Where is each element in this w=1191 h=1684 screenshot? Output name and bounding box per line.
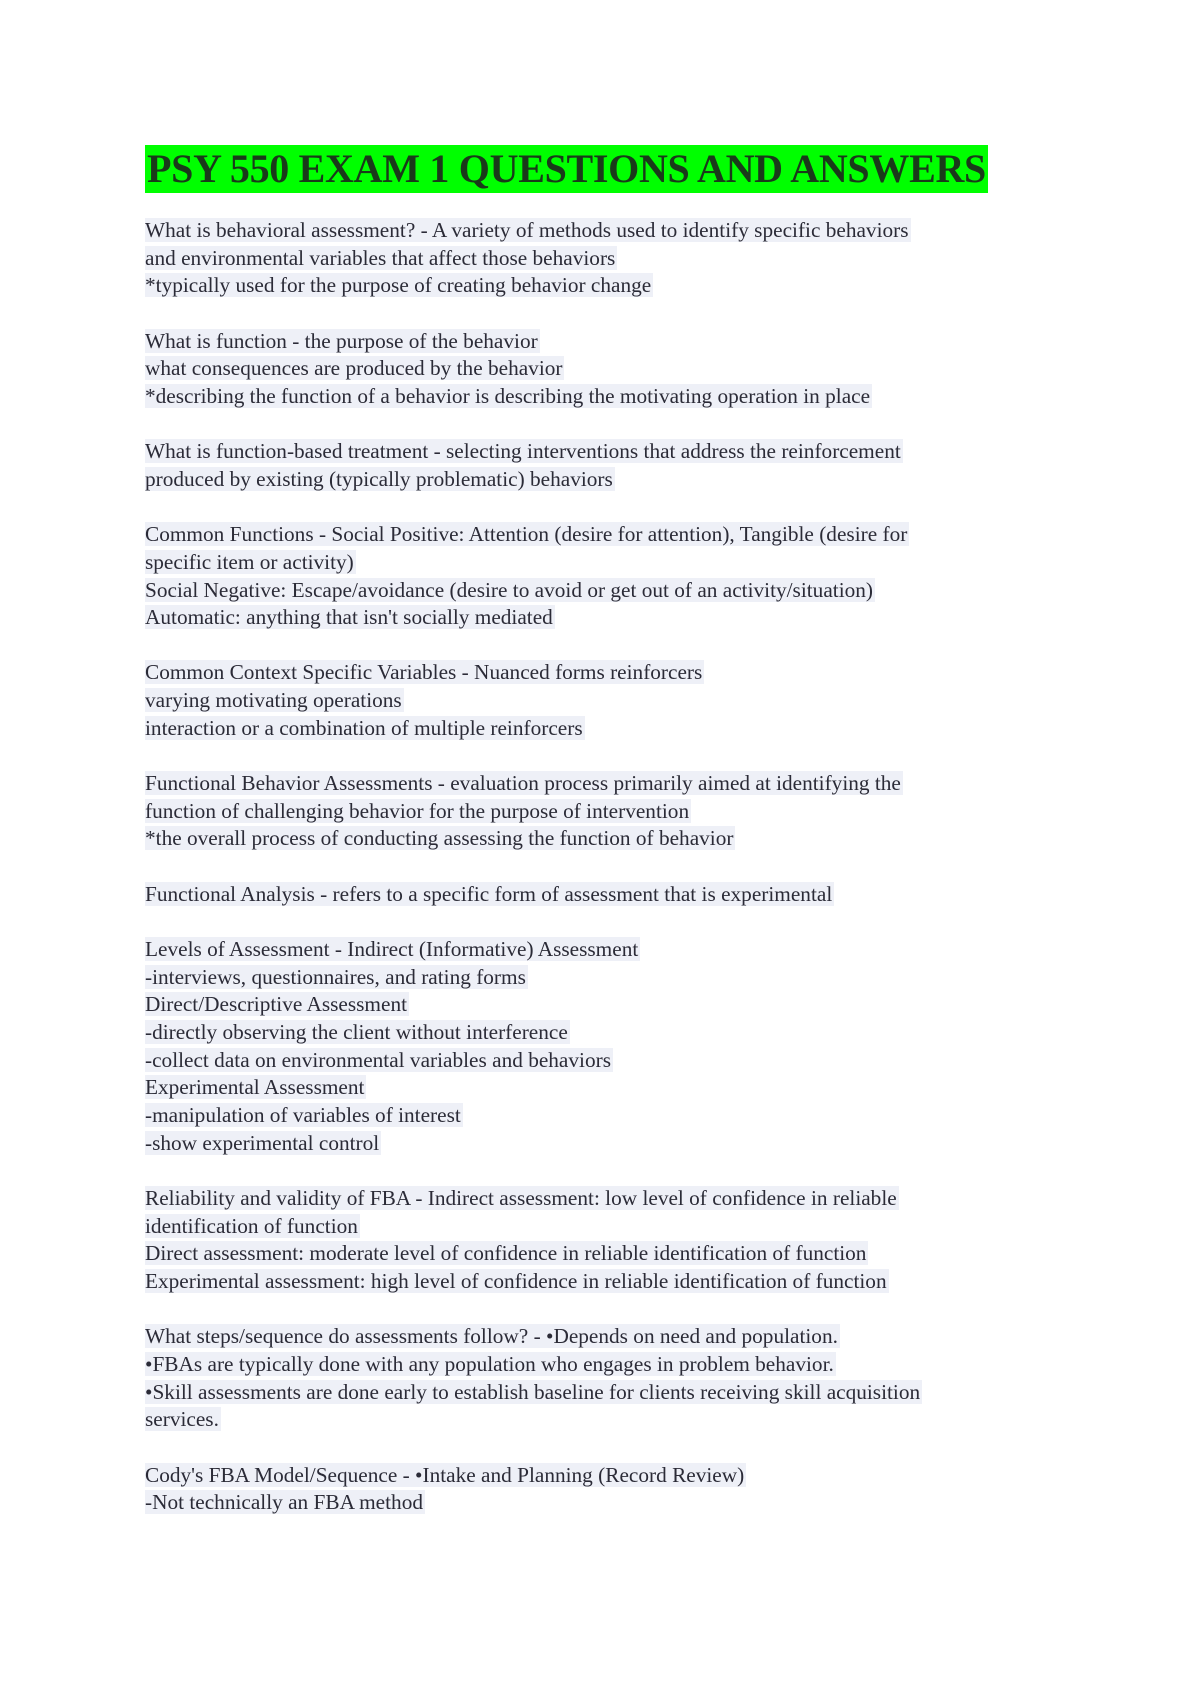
- qa-line-text: what consequences are produced by the behavior: [145, 356, 563, 381]
- qa-item: [145, 659, 1045, 742]
- qa-item: [145, 881, 1045, 909]
- qa-line: [145, 1489, 1045, 1517]
- qa-line-text: *describing the function of a behavior is describing the motivating operation in place: [145, 384, 871, 409]
- qa-line-text: specific item or activity): [145, 549, 354, 574]
- qa-line-text: services.: [145, 1407, 219, 1432]
- document-page: [145, 145, 1045, 1545]
- qa-line: [145, 659, 1045, 687]
- qa-line-text: *the overall process of conducting assessing the function of behavior: [145, 826, 734, 851]
- qa-line: [145, 577, 1045, 605]
- qa-line-text: Reliability and validity of FBA - Indirect assessment: low level of confidence in reliable: [145, 1185, 897, 1210]
- qa-line-text: and environmental variables that affect those behaviors: [145, 245, 616, 270]
- qa-line-text: Direct/Descriptive Assessment: [145, 992, 408, 1017]
- qa-line-text: Functional Analysis - refers to a specific form of assessment that is experimental: [145, 881, 833, 906]
- qa-line: [145, 881, 1045, 909]
- qa-line: [145, 687, 1045, 715]
- qa-line-text: varying motivating operations: [145, 688, 402, 713]
- qa-line: [145, 715, 1045, 743]
- qa-line: [145, 1462, 1045, 1490]
- qa-line-text: •Skill assessments are done early to establish baseline for clients receiving skill acquisition: [145, 1379, 921, 1404]
- qa-line: [145, 825, 1045, 853]
- qa-item: [145, 1323, 1045, 1434]
- qa-line: [145, 466, 1045, 494]
- qa-line: [145, 245, 1045, 273]
- qa-line: [145, 1268, 1045, 1296]
- qa-line-text: identification of function: [145, 1213, 358, 1238]
- qa-line: [145, 1102, 1045, 1130]
- qa-line: [145, 272, 1045, 300]
- qa-line: [145, 798, 1045, 826]
- qa-item: [145, 1185, 1045, 1296]
- qa-line-text: Common Context Specific Variables - Nuanced forms reinforcers: [145, 660, 703, 685]
- qa-line: [145, 549, 1045, 577]
- qa-line-text: Automatic: anything that isn't socially mediated: [145, 605, 553, 630]
- qa-line: [145, 1323, 1045, 1351]
- qa-line-text: What steps/sequence do assessments follow? - •Depends on need and population.: [145, 1324, 838, 1349]
- qa-line: [145, 1240, 1045, 1268]
- document-title: PSY 550 EXAM 1 QUESTIONS AND ANSWERS: [147, 146, 986, 191]
- qa-line-text: Common Functions - Social Positive: Attention (desire for attention), Tangible (desire for: [145, 522, 908, 547]
- qa-line-text: Levels of Assessment - Indirect (Informative) Assessment: [145, 936, 639, 961]
- qa-line-text: Social Negative: Escape/avoidance (desire to avoid or get out of an activity/situation): [145, 577, 873, 602]
- qa-line: [145, 1379, 1045, 1407]
- qa-item: [145, 217, 1045, 300]
- qa-line-text: Experimental Assessment: [145, 1075, 365, 1100]
- qa-line-text: Experimental assessment: high level of confidence in reliable identification of function: [145, 1269, 887, 1294]
- qa-line: [145, 1074, 1045, 1102]
- qa-line: [145, 604, 1045, 632]
- qa-line-text: -manipulation of variables of interest: [145, 1103, 461, 1128]
- qa-line: [145, 1185, 1045, 1213]
- qa-line-text: What is function - the purpose of the behavior: [145, 328, 538, 353]
- qa-line-text: What is function-based treatment - selecting interventions that address the reinforcement: [145, 439, 901, 464]
- qa-item: [145, 936, 1045, 1158]
- qa-line: [145, 1047, 1045, 1075]
- qa-line-text: -directly observing the client without interference: [145, 1019, 568, 1044]
- qa-line-text: -interviews, questionnaires, and rating forms: [145, 964, 526, 989]
- qa-list: [145, 217, 1045, 1517]
- qa-line: [145, 1351, 1045, 1379]
- qa-line: [145, 217, 1045, 245]
- qa-line: [145, 438, 1045, 466]
- qa-line-text: -show experimental control: [145, 1130, 380, 1155]
- qa-line: [145, 521, 1045, 549]
- qa-line: [145, 1406, 1045, 1434]
- qa-line-text: -Not technically an FBA method: [145, 1490, 423, 1515]
- qa-line-text: interaction or a combination of multiple reinforcers: [145, 715, 583, 740]
- qa-line: [145, 770, 1045, 798]
- qa-line-text: -collect data on environmental variables and behaviors: [145, 1047, 611, 1072]
- qa-line-text: produced by existing (typically problematic) behaviors: [145, 466, 613, 491]
- qa-line-text: Direct assessment: moderate level of confidence in reliable identification of function: [145, 1241, 867, 1266]
- qa-line: [145, 1019, 1045, 1047]
- qa-line-text: function of challenging behavior for the purpose of intervention: [145, 798, 690, 823]
- qa-line: [145, 991, 1045, 1019]
- qa-line: [145, 328, 1045, 356]
- qa-line-text: •FBAs are typically done with any population who engages in problem behavior.: [145, 1352, 834, 1376]
- qa-line-text: *typically used for the purpose of creating behavior change: [145, 273, 652, 298]
- qa-line: [145, 383, 1045, 411]
- qa-line-text: Functional Behavior Assessments - evaluation process primarily aimed at identifying the: [145, 771, 901, 796]
- qa-line: [145, 1213, 1045, 1241]
- qa-line: [145, 1130, 1045, 1158]
- qa-line-text: Cody's FBA Model/Sequence - •Intake and Planning (Record Review): [145, 1462, 745, 1487]
- qa-line: [145, 355, 1045, 383]
- title-highlight: [145, 145, 988, 193]
- qa-line: [145, 964, 1045, 992]
- qa-item: [145, 770, 1045, 853]
- qa-line: [145, 936, 1045, 964]
- qa-item: [145, 328, 1045, 411]
- qa-item: [145, 1462, 1045, 1517]
- qa-item: [145, 521, 1045, 632]
- qa-item: [145, 438, 1045, 493]
- qa-line-text: What is behavioral assessment? - A variety of methods used to identify specific behaviors: [145, 218, 909, 242]
